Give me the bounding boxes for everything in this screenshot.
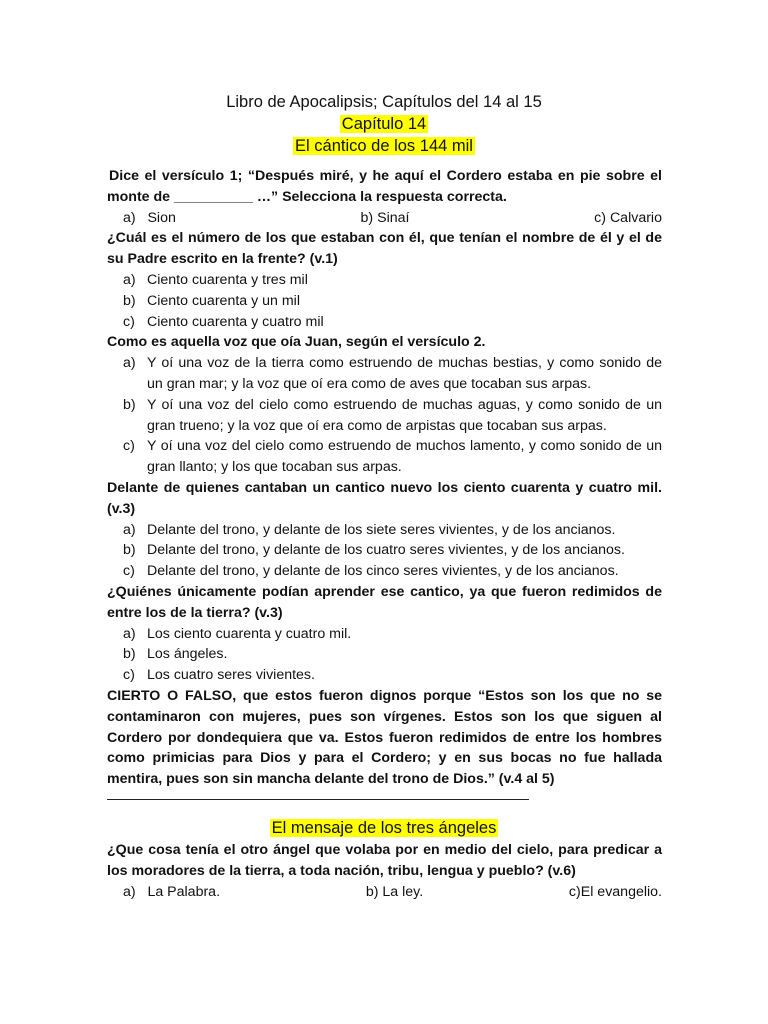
option-b: b) Los ángeles. [123, 646, 228, 663]
question-3: Como es aquella voz que oía Juan, según el versículo 2. [107, 334, 486, 351]
option-a: a) Y oí una voz de la tierra como estruendo de muchas bestias, y como sonido de un gran mar; y la voz que oí era como de aves que tocaban sus arpas. [123, 355, 662, 392]
chapter-heading-text: Capítulo 14 [341, 115, 427, 133]
chapter-heading [0, 114, 768, 135]
option-c: c) Calvario [594, 209, 662, 226]
question-6: CIERTO O FALSO, que estos fueron dignos porque “Estos son los que no se contaminaron con mujeres, pues son vírgenes. Estos son los que siguen al Cordero por dondequiera que va. Estos fueron redimidos de entre los hombres como primicias para Dios y para el Cordero; y en sus bocas no fue hallada mentira, pues son sin mancha delante del trono de Dios.” (v.4 al 5) [107, 687, 662, 788]
question-1-options [107, 208, 662, 229]
question-1: Dice el versículo 1; “Después miré, y he aquí el Cordero estaba en pie sobre el monte de __________ …” Selecciona la respuesta correcta. [107, 168, 662, 205]
section-heading-1 [0, 136, 768, 157]
question-2: ¿Cuál es el número de los que estaban con él, que tenían el nombre de él y el de su Padre escrito en la frente? (v.1) [107, 230, 662, 268]
option-b: b) Ciento cuarenta y un mil [123, 292, 300, 309]
option-a: a) Delante del trono, y delante de los siete seres vivientes, y de los ancianos. [123, 521, 616, 538]
section-heading-1-text: El cántico de los 144 mil [295, 137, 473, 155]
questions-block-2 [107, 840, 662, 902]
question-3-options [107, 353, 662, 478]
section-heading-2 [0, 818, 768, 839]
option-a: a) La Palabra. [123, 883, 221, 900]
option-c: c) Y oí una voz del cielo como estruendo de muchos lamento, y como sonido de un gran llanto; y los que tocaban sus arpas. [123, 438, 662, 476]
option-c: c) Los cuatro seres vivientes. [123, 667, 315, 684]
question-5-options [107, 624, 662, 686]
question-4: Delante de quienes cantaban un cantico nuevo los ciento cuarenta y cuatro mil. (v.3) [107, 479, 662, 517]
option-b: b) La ley. [365, 883, 424, 900]
questions-block-1 [107, 166, 662, 790]
section-heading-2-text: El mensaje de los tres ángeles [271, 819, 497, 837]
option-b: b) Delante del trono, y delante de los cuatro seres vivientes, y de los ancianos. [123, 542, 625, 559]
option-c: c) Delante del trono, y delante de los cinco seres vivientes, y de los ancianos. [123, 563, 619, 580]
question-4-options [107, 520, 662, 582]
option-b: b) Sinaí [360, 209, 410, 226]
horizontal-divider [107, 799, 529, 800]
option-c: c)El evangelio. [568, 883, 662, 900]
question-2-options [107, 270, 662, 332]
option-a: a) Sion [123, 209, 176, 226]
question-5: ¿Quiénes únicamente podían aprender ese cantico, ya que fueron redimidos de entre los de la tierra? (v.3) [107, 583, 662, 621]
question-7-options [107, 882, 662, 903]
option-a: a) Los ciento cuarenta y cuatro mil. [123, 625, 352, 642]
document-title: Libro de Apocalipsis; Capítulos del 14 al 15 [226, 93, 542, 111]
question-7: ¿Que cosa tenía el otro ángel que volaba por en medio del cielo, para predicar a los moradores de la tierra, a toda nación, tribu, lengua y pueblo? (v.6) [107, 842, 662, 879]
option-c: c) Ciento cuarenta y cuatro mil [123, 313, 324, 330]
option-b: b) Y oí una voz del cielo como estruendo de muchas aguas, y como sonido de un gran trueno; y la voz que oí era como de arpistas que tocaban sus arpas. [123, 396, 662, 434]
option-a: a) Ciento cuarenta y tres mil [123, 271, 308, 288]
